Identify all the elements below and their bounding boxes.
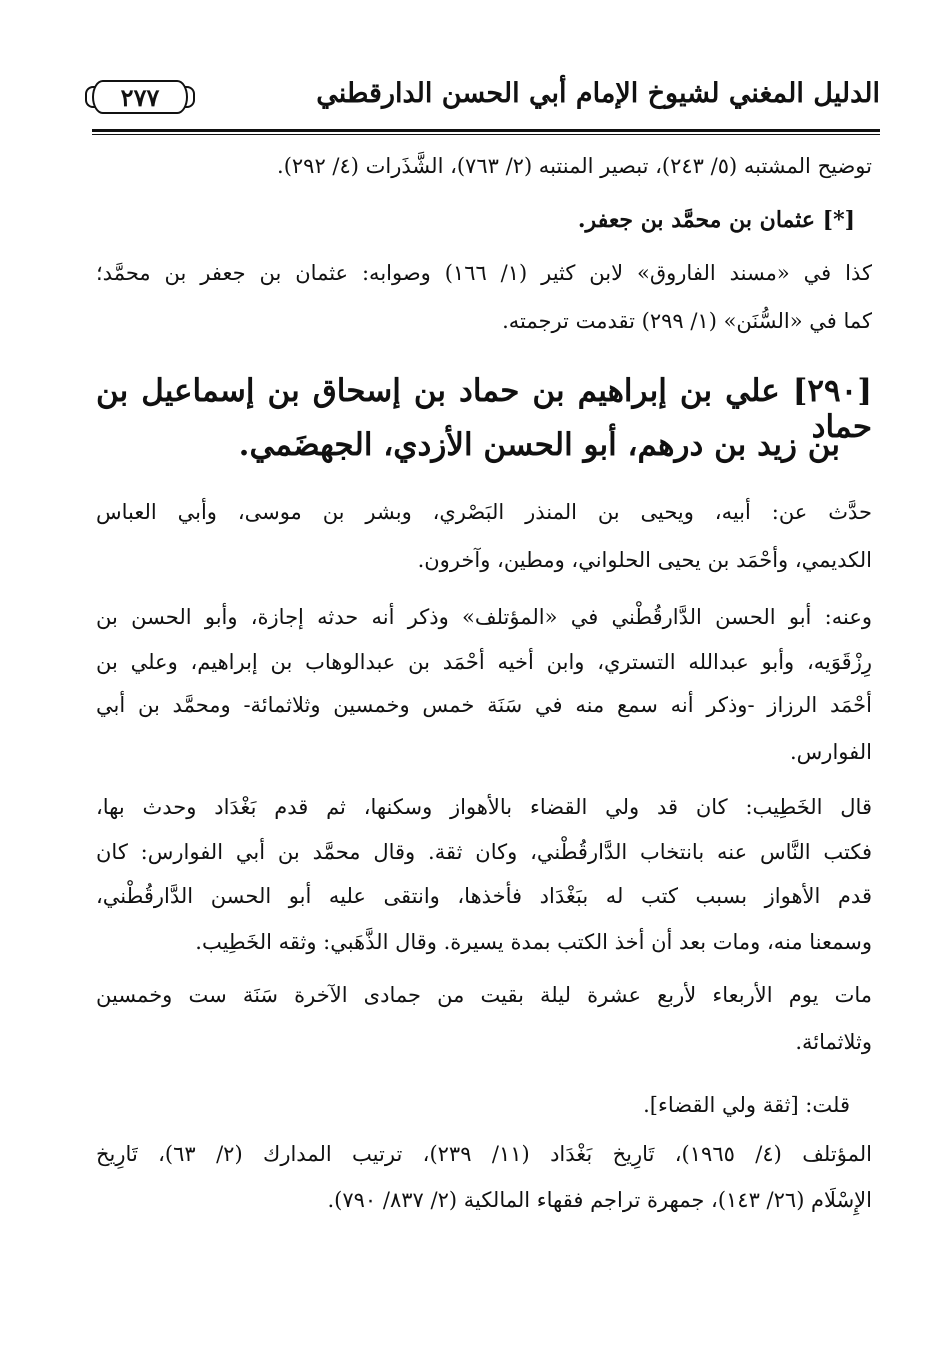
paragraph-line: وسمعنا منه، ومات بعد أن أخذ الكتب بمدة يسيرة. وقال الذَّهَبي: وثقه الخَطِيب.: [195, 930, 872, 954]
sources-line: المؤتلف (٤/ ١٩٦٥)، تَارِيخ بَغْدَاد (١١/ ٢٣٩)، ترتيب المدارك (٢/ ٦٣)، تَارِيخ: [96, 1142, 872, 1166]
entry-title-290-cont: بن زيد بن درهم، أبو الحسن الأزدي، الجهضَمي.: [238, 427, 840, 463]
header-rule-thin: [92, 134, 880, 135]
paragraph-line: رِزْقَوَيه، وأبو عبدالله التستري، وابن أخيه أحْمَد بن عبدالوهاب بن إبراهيم، وعلي بن: [96, 650, 872, 674]
running-header: [92, 72, 880, 132]
paragraph-line: مات يوم الأربعاء لأربع عشرة ليلة بقيت من جمادى الآخرة سَنَة ست وخمسين: [96, 983, 872, 1007]
paragraph-line: قدم الأهواز بسبب كتب له ببَغْدَاد فأخذها، وانتقى عليه أبو الحسن الدَّارقُطْني،: [96, 884, 872, 908]
page-number-badge: ٢٧٧: [92, 80, 188, 114]
sources-line: توضيح المشتبه (٥/ ٢٤٣)، تبصير المنتبه (٢/ ٧٦٣)، الشَّذَرات (٤/ ٢٩٢).: [277, 154, 872, 178]
paragraph-line: أحْمَد الرزاز -وذكر أنه سمع منه في سَنَة خمس وخمسين وثلاثمائة- ومحمَّد بن أبي: [96, 693, 872, 717]
paragraph-line: الفوارس.: [790, 740, 872, 764]
paragraph-line: حدَّث عن: أبيه، ويحيى بن المنذر البَصْري، وبشر بن موسى، وأبي العباس: [96, 500, 872, 524]
paragraph-line: وثلاثمائة.: [795, 1030, 872, 1054]
entry-title-290: [٢٩٠] علي بن إبراهيم بن حماد بن إسحاق بن إسماعيل بن حماد: [96, 373, 872, 445]
note-line: كما في «السُّنَن» (١/ ٢٩٩) تقدمت ترجمته.: [502, 309, 872, 333]
paragraph-line: الكديمي، وأحْمَد بن يحيى الحلواني، ومطين، وآخرون.: [417, 548, 872, 572]
entry-heading-cross-ref: [*] عثمان بن محمَّد بن جعفر.: [577, 207, 855, 233]
paragraph-line: قال الخَطِيب: كان قد ولي القضاء بالأهواز وسكنها، ثم قدم بَغْدَاد وحدث بها،: [96, 795, 872, 819]
paragraph-line: وعنه: أبو الحسن الدَّارقُطْني في «المؤتلف» وذكر أنه حدثه إجازة، وأبو الحسن بن: [96, 605, 872, 629]
sources-line: الإِسْلَام (٢٦/ ١٤٣)، جمهرة تراجم فقهاء المالكية (٢/ ٨٣٧/ ٧٩٠).: [327, 1188, 872, 1212]
verdict-line: قلت: [ثقة ولي القضاء].: [643, 1093, 850, 1117]
header-rule: [92, 129, 880, 132]
note-line: كذا في «مسند الفاروق» لابن كثير (١/ ١٦٦) وصوابه: عثمان بن جعفر بن محمَّد؛: [96, 261, 872, 285]
book-title: الدليل المغني لشيوخ الإمام أبي الحسن الدارقطني: [316, 78, 880, 109]
paragraph-line: فكتب النَّاس عنه بانتخاب الدَّارقُطْني، وكان ثقة. وقال محمَّد بن أبي الفوارس: كان: [96, 840, 872, 864]
